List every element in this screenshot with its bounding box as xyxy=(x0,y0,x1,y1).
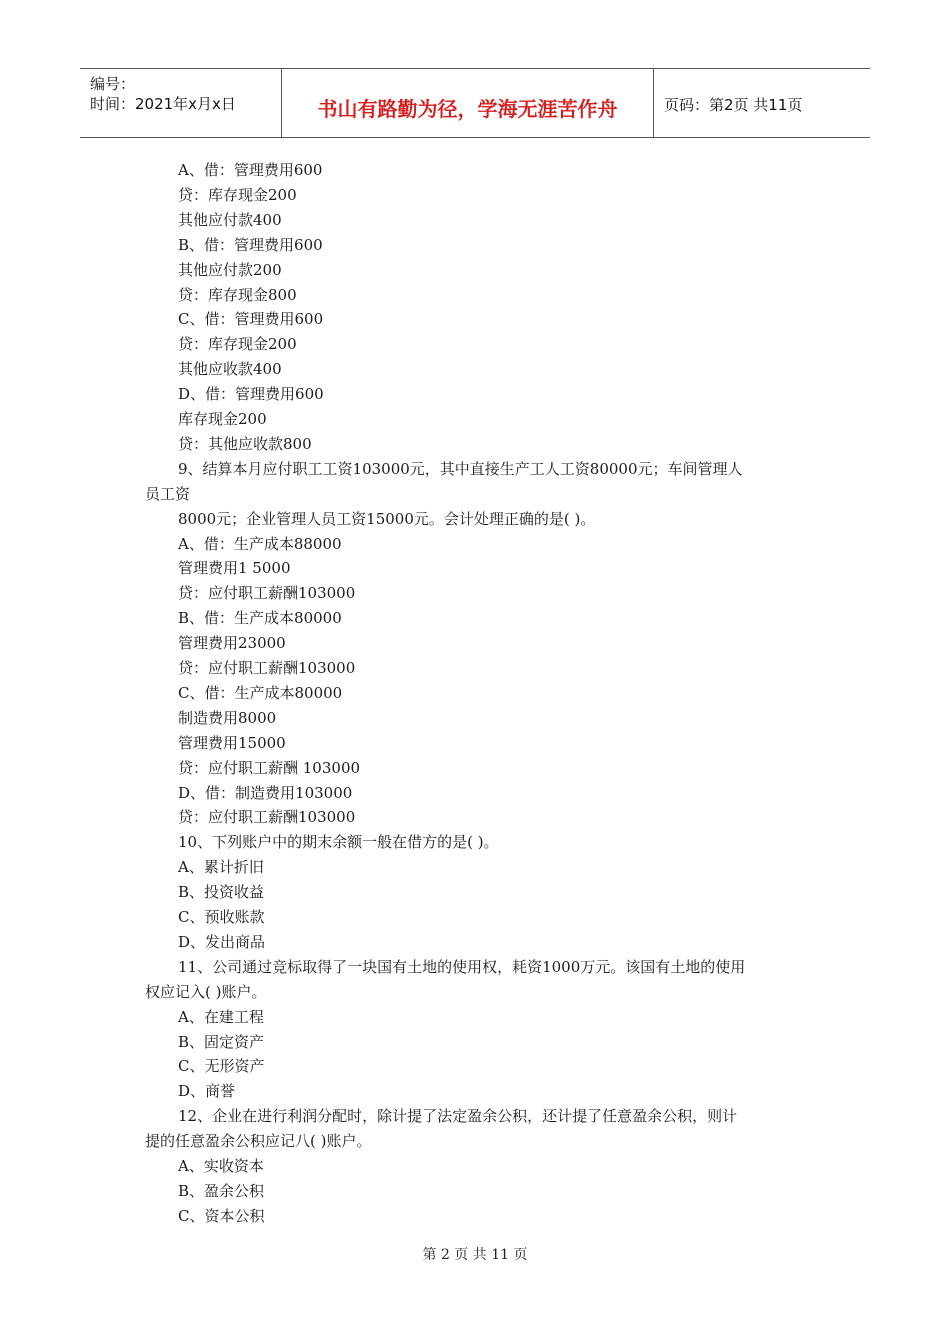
text-line: 其他应收款400 xyxy=(178,360,282,379)
text-line: 权应记入( )账户。 xyxy=(145,982,267,1001)
text-line: 制造费用8000 xyxy=(178,708,277,727)
text-line: 其他应付款200 xyxy=(178,260,282,279)
text-line: D、商誉 xyxy=(178,1082,236,1101)
text-line: 9、结算本月应付职工工资103000元，其中直接生产工人工资80000元；车间管理人 xyxy=(178,459,743,478)
header-motto-cell xyxy=(282,69,654,137)
text-line: A、累计折旧 xyxy=(178,858,264,877)
text-line: 贷：应付职工薪酬103000 xyxy=(178,808,356,827)
text-line: 库存现金200 xyxy=(178,410,267,428)
text-line: C、借：管理费用600 xyxy=(178,310,324,329)
text-line: B、固定资产 xyxy=(178,1032,265,1051)
text-line: B、投资收益 xyxy=(178,883,265,902)
text-line: 管理费用15000 xyxy=(178,733,286,752)
document-date-label: 时间：2021年x月x日 xyxy=(90,95,236,113)
text-line: C、资本公积 xyxy=(178,1206,265,1225)
text-line: 贷：应付职工薪酬 103000 xyxy=(178,758,361,777)
text-line: B、借：管理费用600 xyxy=(178,235,323,254)
document-number-label: 编号： xyxy=(90,75,136,93)
text-line: 提的任意盈余公积应记八( )账户。 xyxy=(145,1132,372,1151)
text-line: A、实收资本 xyxy=(178,1157,264,1175)
text-line: C、借：生产成本80000 xyxy=(178,683,343,702)
text-line: D、借：制造费用103000 xyxy=(178,783,353,802)
page-footer: 第 2 页 共 11 页 xyxy=(422,1247,528,1263)
text-line: 贷：库存现金200 xyxy=(178,335,297,354)
text-line: B、借：生产成本80000 xyxy=(178,609,342,628)
text-line: 贷：库存现金200 xyxy=(178,185,297,204)
text-line: 12、企业在进行利润分配时，除计提了法定盈余公积，还计提了任意盈余公积，则计 xyxy=(178,1107,738,1126)
text-line: 管理费用23000 xyxy=(178,634,286,653)
text-line: 贷：其他应收款800 xyxy=(178,434,312,453)
text-line: 8000元；企业管理人员工资15000元。会计处理正确的是( )。 xyxy=(178,509,596,528)
text-line: C、预收账款 xyxy=(178,908,265,926)
text-line: D、借：管理费用600 xyxy=(178,385,324,404)
text-line: 员工资 xyxy=(145,484,191,503)
text-line: 贷：应付职工薪酬103000 xyxy=(178,584,356,603)
text-line: 11、公司通过竞标取得了一块国有土地的使用权，耗资1000万元。该国有土地的使用 xyxy=(178,957,746,976)
text-line: C、无形资产 xyxy=(178,1057,265,1076)
text-line: A、在建工程 xyxy=(178,1007,264,1026)
header-motto: 书山有路勤为径，学海无涯苦作舟 xyxy=(317,97,618,121)
text-line: B、盈余公积 xyxy=(178,1181,265,1200)
text-line: A、借：生产成本88000 xyxy=(178,534,342,553)
text-line: 10、下列账户中的期末余额一般在借方的是( )。 xyxy=(178,833,499,852)
header-meta-cell xyxy=(80,69,282,137)
text-line: 管理费用1 5000 xyxy=(178,559,291,578)
text-line: D、发出商品 xyxy=(178,932,266,951)
header-page-number: 页码：第2页 共11页 xyxy=(664,96,803,114)
text-line: 贷：应付职工薪酬103000 xyxy=(178,659,356,677)
header-page-cell xyxy=(654,69,870,137)
text-line: A、借：管理费用600 xyxy=(178,161,323,179)
text-line: 其他应付款400 xyxy=(178,210,282,229)
page-header xyxy=(80,68,870,138)
text-line: 贷：库存现金800 xyxy=(178,285,297,304)
